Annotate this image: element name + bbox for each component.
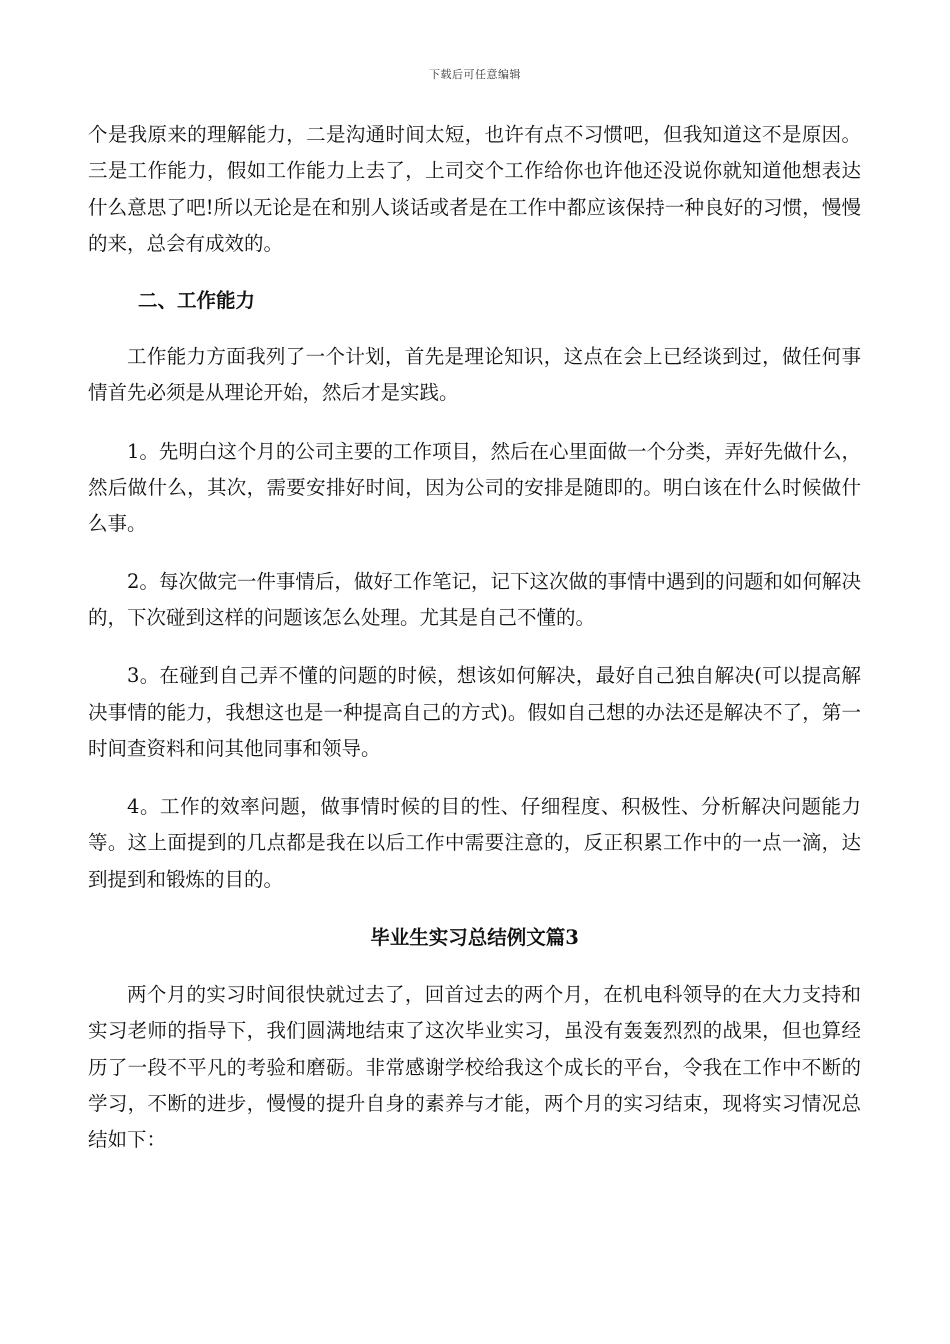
- document-body: [88, 117, 861, 1159]
- paragraph-work-plan: 工作能力方面我列了一个计划，首先是理论知识，这点在会上已经谈到过，做任何事情首先必须是从理论开始，然后才是实践。: [88, 345, 861, 405]
- section-heading-work-ability: 二、工作能力: [138, 289, 256, 313]
- list-item-3: 3。在碰到自己弄不懂的问题的时候，想该如何解决，最好自己独自解决(可以提高解决事情的能力，我想这也是一种提高自己的方式)。假如自己想的办法还是解决不了，第一时间查资料和问其他同事和领导。: [88, 664, 861, 760]
- section-title: 毕业生实习总结例文篇3: [370, 926, 579, 950]
- list-item-4: 4。工作的效率问题，做事情时候的目的性、仔细程度、积极性、分析解决问题能力等。这上面提到的几点都是我在以后工作中需要注意的，反正积累工作中的一点一滴，达到提到和锻炼的目的。: [88, 795, 861, 891]
- list-item-1: 1。先明白这个月的公司主要的工作项目，然后在心里面做一个分类，弄好先做什么，然后做什么，其次，需要安排好时间，因为公司的安排是随即的。明白该在什么时候做什么事。: [88, 439, 861, 536]
- paragraph-internship-summary: 两个月的实习时间很快就过去了，回首过去的两个月，在机电科领导的在大力支持和实习老师的指导下，我们圆满地结束了这次毕业实习，虽没有轰轰烈烈的战果，但也算经历了一段不平凡的考验和磨砺。非常感谢学校给我这个成长的平台，令我在工作中不断的学习，不断的进步，慢慢的提升自身的素养与才能，两个月的实习结束，现将实习情况总结如下：: [88, 983, 861, 1152]
- paragraph-continuation: 个是我原来的理解能力，二是沟通时间太短，也许有点不习惯吧，但我知道这不是原因。三是工作能力，假如工作能力上去了，上司交个工作给你也许他还没说你就知道他想表达什么意思了吧!所以无论是在和别人谈话或者是在工作中都应该保持一种良好的习惯，慢慢的来，总会有成效的。: [88, 123, 861, 255]
- page-header: 下载后可任意编辑: [429, 68, 521, 81]
- list-item-2: 2。每次做完一件事情后，做好工作笔记，记下这次做的事情中遇到的问题和如何解决的，下次碰到这样的问题该怎么处理。尤其是自己不懂的。: [88, 569, 861, 629]
